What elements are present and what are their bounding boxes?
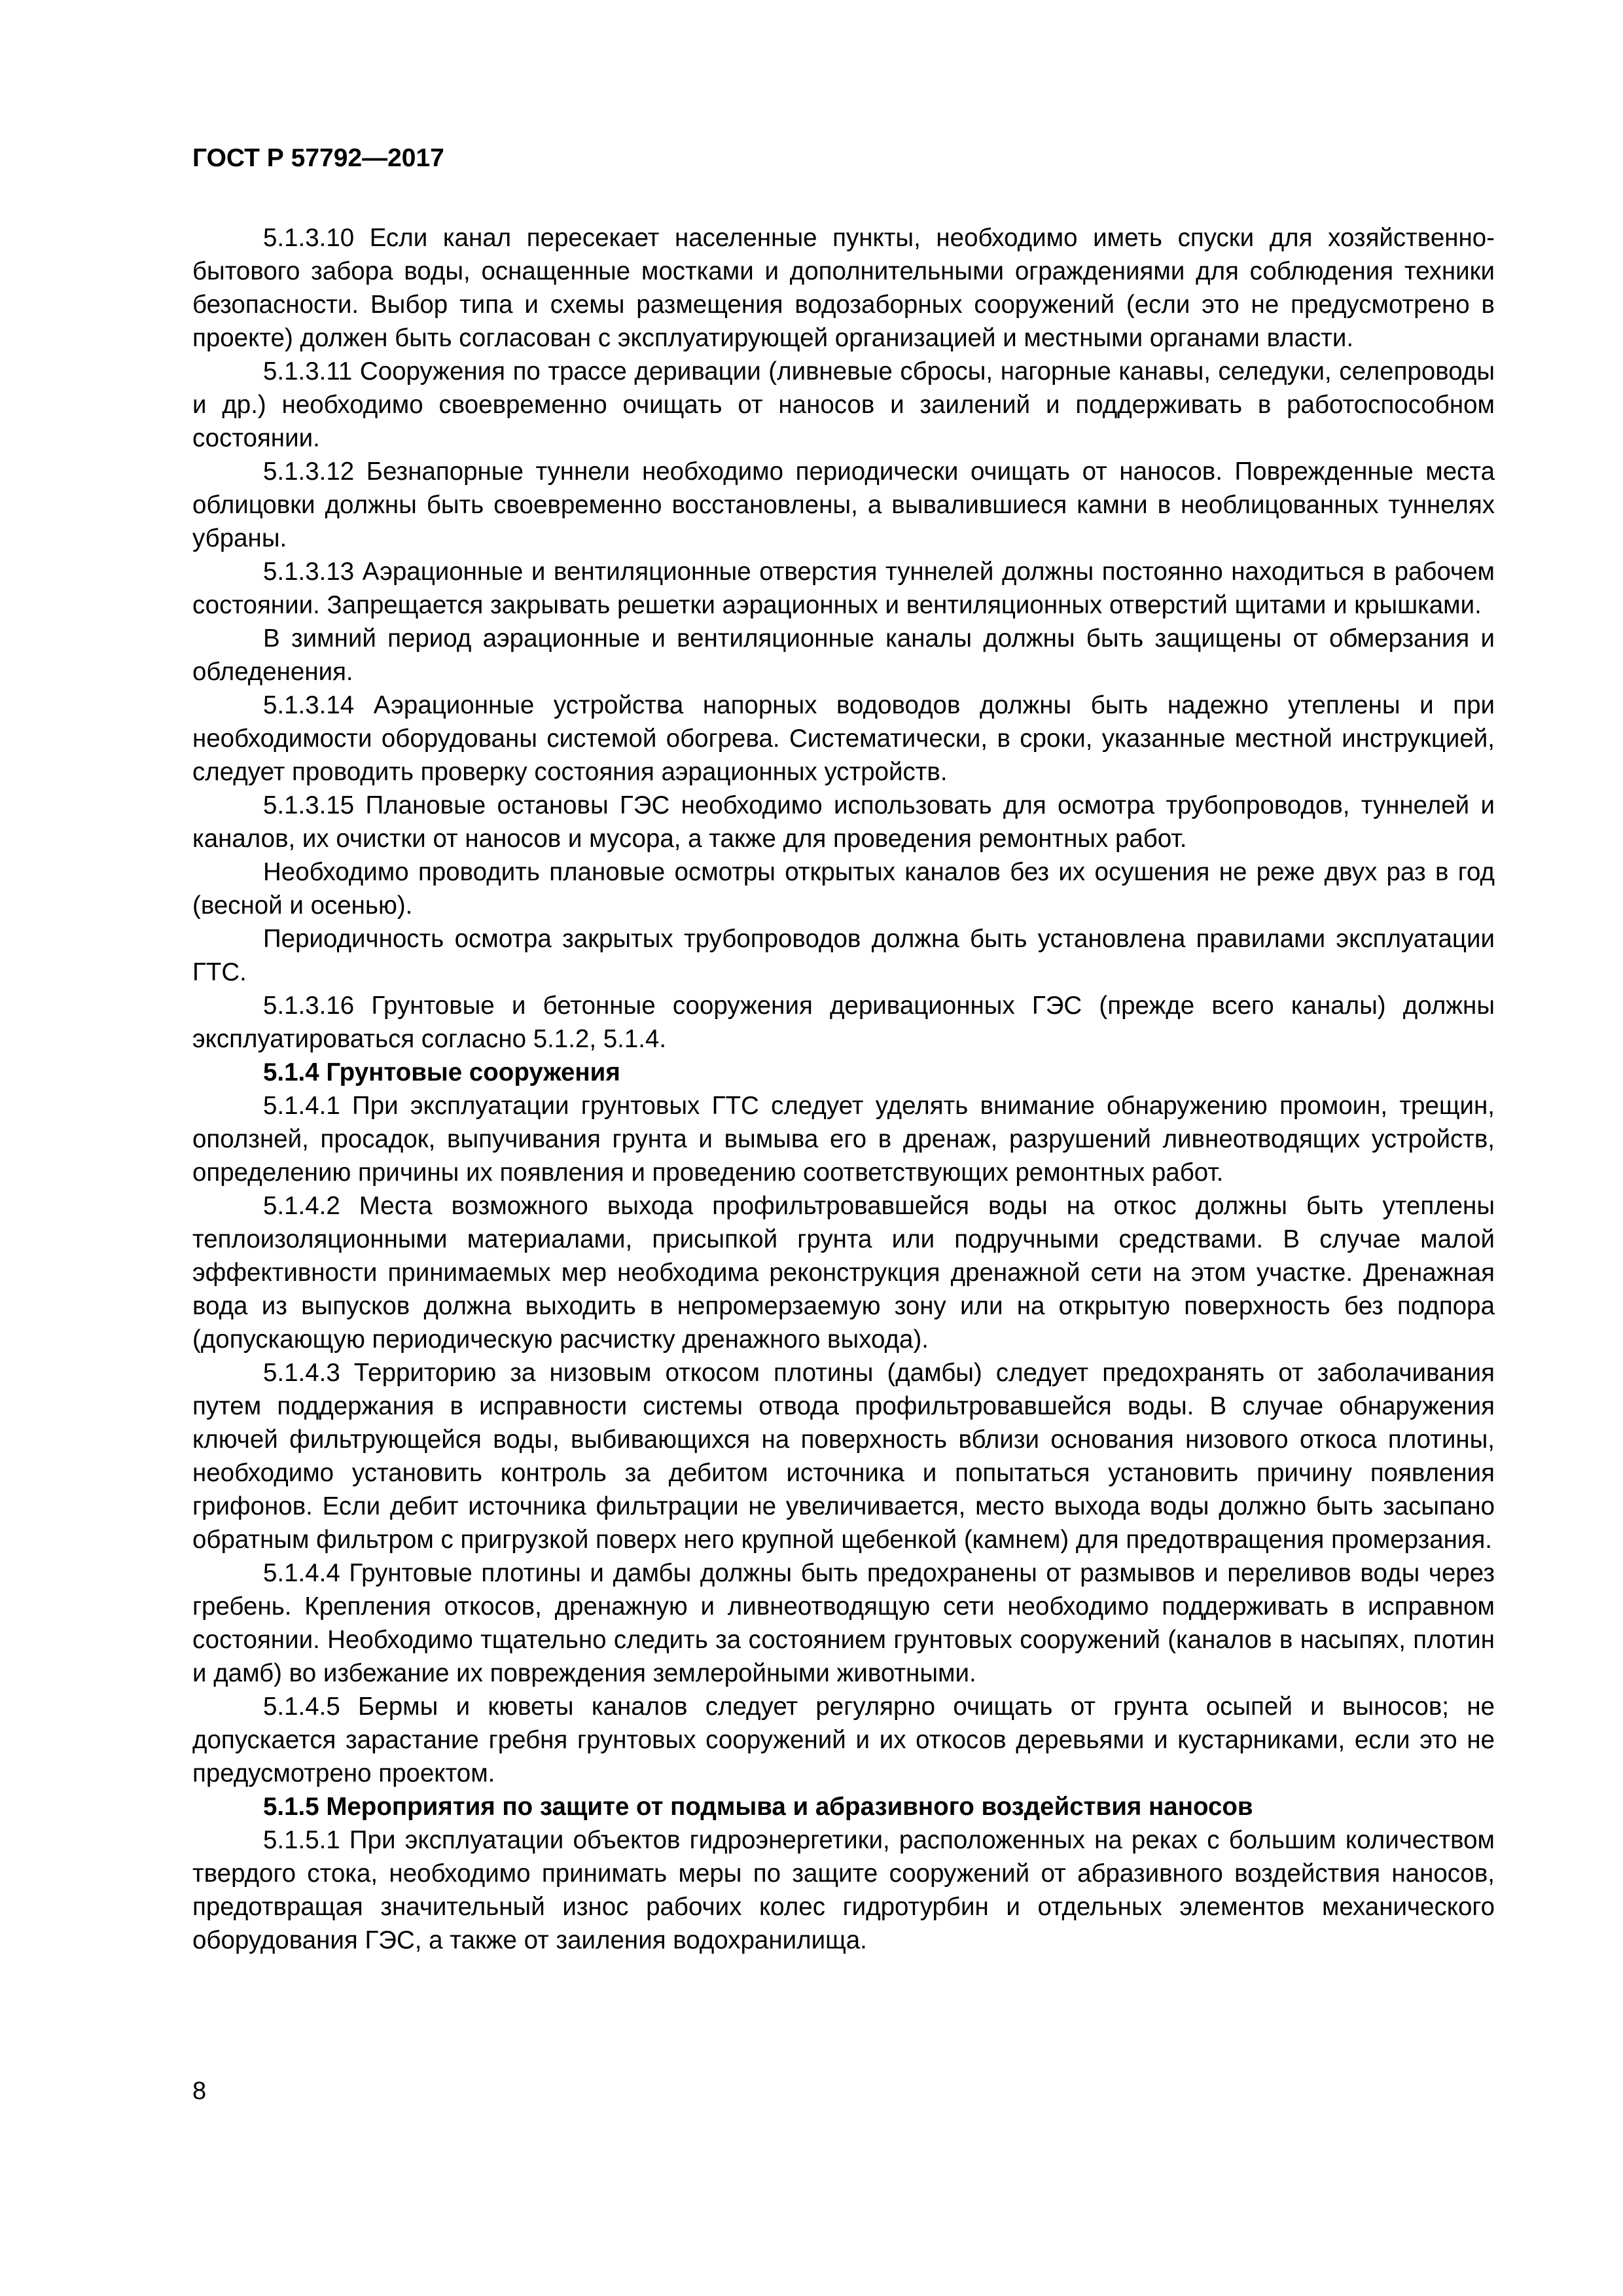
paragraph-5-1-3-14: 5.1.3.14 Аэрационные устройства напорных водоводов должны быть надежно утеплены и при необходимости оборудованы системой обогрева. Систематически, в сроки, указанные местной инструкцией, следует проводить проверку состояния аэрационных устройств. [192,691,1495,786]
document-body [192,221,1495,1957]
paragraph-5-1-3-11: 5.1.3.11 Сооружения по трассе деривации (ливневые сбросы, нагорные канавы, селедуки, селепроводы и др.) необходимо своевременно очищать от наносов и заилений и поддерживать в работоспособном состоянии. [192,357,1495,452]
paragraph-5-1-5-1: 5.1.5.1 При эксплуатации объектов гидроэнергетики, расположенных на реках с большим количеством твердого стока, необходимо принимать меры по защите сооружений от абразивного воздействия наносов, предотвращая значительный износ рабочих колес гидротурбин и отдельных элементов механического оборудования ГЭС, а также от заиления водохранилища. [192,1826,1495,1954]
paragraph-5-1-4-5: 5.1.4.5 Бермы и кюветы каналов следует регулярно очищать от грунта осыпей и выносов; не допускается зарастание гребня грунтовых сооружений и их откосов деревьями и кустарниками, если это не предусмотрено проектом. [192,1693,1495,1787]
paragraph-5-1-4-2: 5.1.4.2 Места возможного выхода профильтровавшейся воды на откос должны быть утеплены теплоизоляционными материалами, присыпкой грунта или подручными средствами. В случае малой эффективности принимаемых мер необходима реконструкция дренажной сети на этом участке. Дренажная вода из выпусков должна выходить в непромерзаемую зону или на открытую поверхность без подпора (допускающую периодическую расчистку дренажного выхода). [192,1192,1495,1354]
document-code: ГОСТ Р 57792—2017 [192,144,444,172]
paragraph-5-1-4-1: 5.1.4.1 При эксплуатации грунтовых ГТС следует уделять внимание обнаружению промоин, трещин, оползней, просадок, выпучивания грунта и вымыва его в дренаж, разрушений ливнеотводящих устройств, определению причины их появления и проведению соответствующих ремонтных работ. [192,1092,1495,1187]
paragraph-5-1-4-4: 5.1.4.4 Грунтовые плотины и дамбы должны быть предохранены от размывов и переливов воды через гребень. Крепления откосов, дренажную и ливнеотводящую сети необходимо поддерживать в исправном состоянии. Необходимо тщательно следить за состоянием грунтовых сооружений (каналов в насыпях, плотин и дамб) во избежание их повреждения землеройными животными. [192,1559,1495,1687]
paragraph-5-1-4-3: 5.1.4.3 Территорию за низовым откосом плотины (дамбы) следует предохранять от заболачивания путем поддержания в исправности системы отвода профильтровавшейся воды. В случае обнаружения ключей фильтрующейся воды, выбивающихся на поверхность вблизи основания низового откоса плотины, необходимо установить контроль за дебитом источника и попытаться установить причину появления грифонов. Если дебит источника фильтрации не увеличивается, место выхода воды должно быть засыпано обратным фильтром с пригрузкой поверх него крупной щебенкой (камнем) для предотвращения промерзания. [192,1359,1495,1554]
paragraph-inspections: Необходимо проводить плановые осмотры открытых каналов без их осушения не реже двух раз в год (весной и осенью). [192,858,1495,920]
paragraph-5-1-3-16: 5.1.3.16 Грунтовые и бетонные сооружения деривационных ГЭС (прежде всего каналы) должны эксплуатироваться согласно 5.1.2, 5.1.4. [192,992,1495,1053]
paragraph-5-1-3-10: 5.1.3.10 Если канал пересекает населенные пункты, необходимо иметь спуски для хозяйственно-бытового забора воды, оснащенные мостками и дополнительными ограждениями для соблюдения техники безопасности. Выбор типа и схемы размещения водозаборных сооружений (если это не предусмотрено в проекте) должен быть согласован с эксплуатирующей организацией и местными органами власти. [192,224,1495,352]
paragraph-winter: В зимний период аэрационные и вентиляционные каналы должны быть защищены от обмерзания и обледенения. [192,624,1495,686]
section-heading-5-1-5: 5.1.5 Мероприятия по защите от подмыва и абразивного воздействия наносов [263,1793,1253,1821]
paragraph-periodicity: Периодичность осмотра закрытых трубопроводов должна быть установлена правилами эксплуатации ГТС. [192,925,1495,986]
paragraph-5-1-3-15: 5.1.3.15 Плановые остановы ГЭС необходимо использовать для осмотра трубопроводов, туннелей и каналов, их очистки от наносов и мусора, а также для проведения ремонтных работ. [192,791,1495,853]
paragraph-5-1-3-13: 5.1.3.13 Аэрационные и вентиляционные отверстия туннелей должны постоянно находиться в рабочем состоянии. Запрещается закрывать решетки аэрационных и вентиляционных отверстий щитами и крышками. [192,558,1495,619]
paragraph-5-1-3-12: 5.1.3.12 Безнапорные туннели необходимо периодически очищать от наносов. Поврежденные места облицовки должны быть своевременно восстановлены, а вывалившиеся камни в необлицованных туннелях убраны. [192,457,1495,552]
page-number: 8 [192,2077,207,2105]
section-heading-5-1-4: 5.1.4 Грунтовые сооружения [263,1058,620,1086]
